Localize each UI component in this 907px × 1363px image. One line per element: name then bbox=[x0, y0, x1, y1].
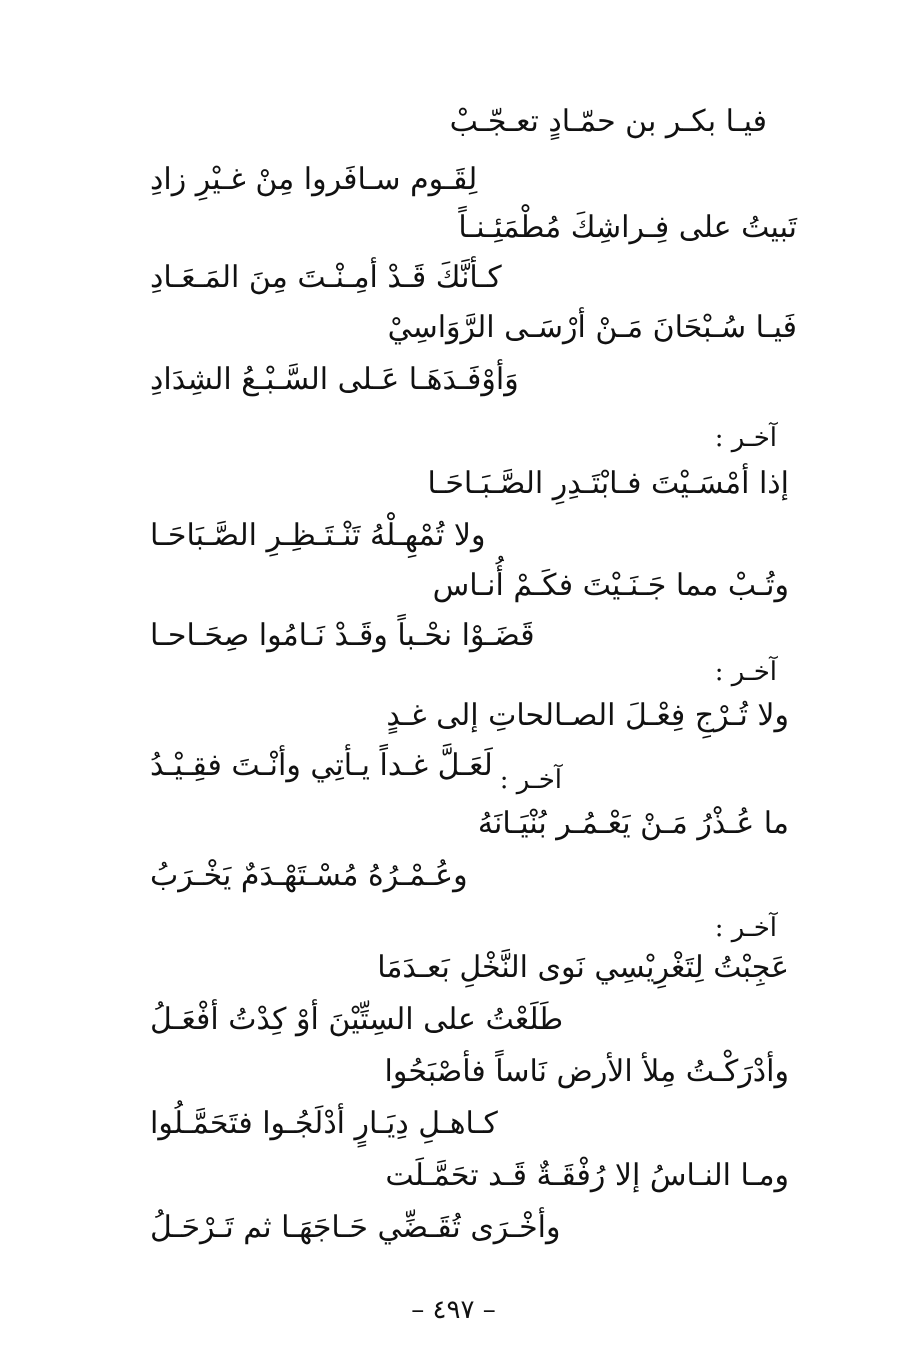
page-number: – ٤٩٧ – bbox=[411, 1295, 496, 1325]
verse-line: ولا تُمْهِـلْهُ تَنْـتَـظِـرِ الصَّـبَاحَـا bbox=[150, 518, 486, 553]
verse-line: إذا أمْسَـيْتَ فـابْتَـدِرِ الصَّـبَـاحَـا bbox=[427, 466, 789, 501]
poem-label: آخـر : bbox=[714, 423, 777, 453]
verse-line: كـاهـلِ دِيَـارٍ أدْلَجُـوا فتَحَمَّـلُوا bbox=[150, 1106, 498, 1141]
poem-label: آخـر : bbox=[714, 657, 777, 687]
verse-line: عَجِبْتُ لِتَغْرِيْسِي نَوى النَّخْلِ بَعـدَمَا bbox=[377, 950, 789, 985]
poem-label: آخـر : bbox=[714, 913, 777, 943]
verse-line: تَبيتُ على فِـراشِكَ مُطْمَئِـنـاً bbox=[458, 210, 797, 245]
verse-line: ومـا النـاسُ إلا رُفْقَـةٌ قَـد تحَمَّـلَت bbox=[385, 1158, 789, 1193]
verse-line: قَضَـوْا نحْـباً وقَـدْ نَـامُوا صِحَـاحـا bbox=[150, 618, 535, 653]
verse-line: وعُـمْـرُهُ مُسْـتَهْـدَمٌ يَخْـرَبُ bbox=[150, 858, 468, 893]
verse-line: لَعَـلَّ غـداً يـأتِي وأنْـتَ فقِـيْـدُ bbox=[150, 748, 493, 783]
verse-line: فَيـا سُـبْحَانَ مَـنْ أرْسَـى الرَّوَاسِيْ bbox=[387, 310, 797, 345]
verse-line: ما عُـذْرُ مَـنْ يَعْـمُـر بُنْيَـانَهُ bbox=[477, 806, 789, 841]
verse-line: طَلَعْتُ على السِتِّيْنَ أوْ كِدْتُ أفْعَـلُ bbox=[150, 1002, 564, 1037]
verse-line: لِقَـوم سـافَروا مِنْ غـيْرِ زادِ bbox=[150, 162, 478, 197]
verse-line: ولا تُـرْجِ فِعْـلَ الصـالحاتِ إلى غـدٍ bbox=[386, 698, 789, 733]
verse-line: وأخْـرَى تُقَـضِّي حَـاجَهَـا ثم تَـرْحَـلُ bbox=[150, 1210, 561, 1245]
verse-line: وأدْرَكْـتُ مِلأ الأرض نَاساً فأصْبَحُوا bbox=[384, 1054, 789, 1089]
verse-line: كـأنَّكَ قَـدْ أمِـنْـتَ مِنَ المَـعَـادِ bbox=[150, 260, 502, 295]
verse-line: فيـا بكـر بن حمّـادٍ تعـجّـبْ bbox=[449, 104, 767, 139]
verse-line: وَأوْفَـدَهَـا عَـلى السَّـبْـعُ الشِدَادِ bbox=[150, 362, 519, 397]
verse-line: وتُـبْ مما جَـنَـيْتَ فكَـمْ أُنـاس bbox=[432, 568, 789, 603]
poem-label: آخـر : bbox=[499, 765, 562, 795]
